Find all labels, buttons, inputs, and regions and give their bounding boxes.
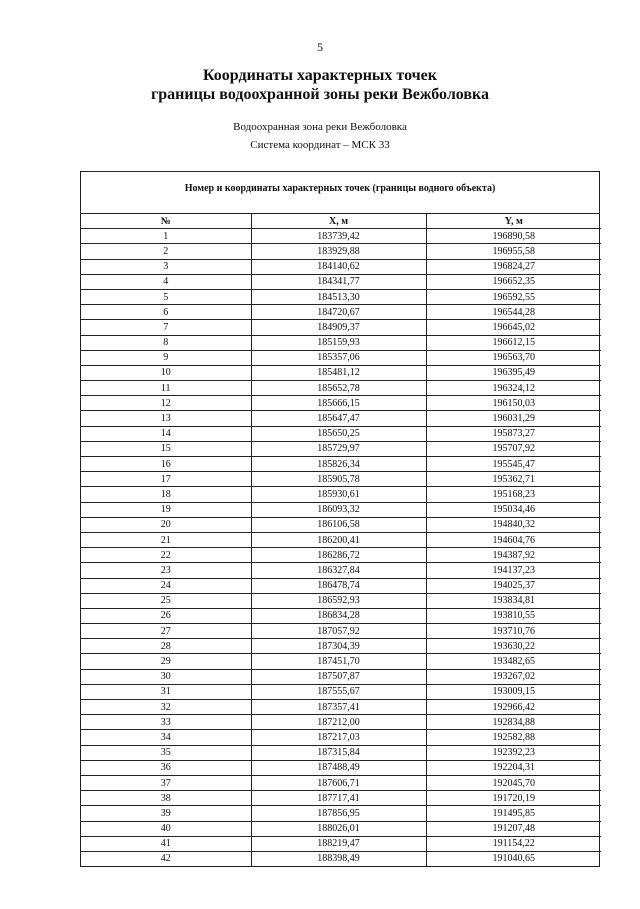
cell-number: 40 — [81, 821, 251, 836]
cell-y: 196563,70 — [426, 350, 601, 365]
cell-number: 39 — [81, 806, 251, 821]
table-row — [81, 365, 601, 380]
cell-y: 193009,15 — [426, 684, 601, 699]
cell-y: 192834,88 — [426, 715, 601, 730]
cell-y: 193834,81 — [426, 593, 601, 608]
cell-x: 187217,03 — [251, 730, 426, 745]
cell-number: 42 — [81, 851, 251, 866]
cell-x: 186834,28 — [251, 608, 426, 623]
cell-x: 186478,74 — [251, 578, 426, 593]
table-row — [81, 350, 601, 365]
table-row — [81, 821, 601, 836]
cell-number: 19 — [81, 502, 251, 517]
cell-x: 183739,42 — [251, 229, 426, 244]
cell-number: 32 — [81, 700, 251, 715]
table-row — [81, 274, 601, 289]
cell-x: 187212,00 — [251, 715, 426, 730]
table-row — [81, 806, 601, 821]
cell-y: 195707,92 — [426, 441, 601, 456]
cell-number: 2 — [81, 244, 251, 259]
cell-number: 8 — [81, 335, 251, 350]
cell-y: 196544,28 — [426, 305, 601, 320]
cell-y: 195362,71 — [426, 472, 601, 487]
cell-x: 184341,77 — [251, 274, 426, 289]
coordinates-table-container — [80, 171, 600, 867]
cell-number: 12 — [81, 396, 251, 411]
table-row — [81, 441, 601, 456]
cell-y: 194840,32 — [426, 517, 601, 532]
cell-y: 193710,76 — [426, 624, 601, 639]
table-row — [81, 578, 601, 593]
table-row — [81, 608, 601, 623]
table-row — [81, 775, 601, 790]
cell-number: 10 — [81, 365, 251, 380]
cell-number: 5 — [81, 289, 251, 304]
coordinates-table — [81, 214, 601, 866]
cell-y: 191720,19 — [426, 791, 601, 806]
cell-y: 194137,23 — [426, 563, 601, 578]
table-body — [81, 229, 601, 866]
cell-y: 196031,29 — [426, 411, 601, 426]
cell-number: 1 — [81, 229, 251, 244]
table-row — [81, 715, 601, 730]
cell-x: 186106,58 — [251, 517, 426, 532]
cell-y: 192966,42 — [426, 700, 601, 715]
cell-x: 186592,93 — [251, 593, 426, 608]
table-row — [81, 396, 601, 411]
cell-x: 187507,87 — [251, 669, 426, 684]
cell-y: 196150,03 — [426, 396, 601, 411]
cell-y: 196824,27 — [426, 259, 601, 274]
cell-number: 37 — [81, 775, 251, 790]
cell-y: 194604,76 — [426, 532, 601, 547]
document-title — [0, 66, 640, 104]
table-row — [81, 259, 601, 274]
cell-number: 7 — [81, 320, 251, 335]
cell-y: 193482,65 — [426, 654, 601, 669]
cell-y: 196890,58 — [426, 229, 601, 244]
cell-x: 187315,84 — [251, 745, 426, 760]
table-row — [81, 381, 601, 396]
cell-x: 184720,67 — [251, 305, 426, 320]
page-number: 5 — [317, 40, 323, 54]
cell-x: 186286,72 — [251, 548, 426, 563]
cell-y: 191040,65 — [426, 851, 601, 866]
cell-x: 185905,78 — [251, 472, 426, 487]
cell-number: 33 — [81, 715, 251, 730]
cell-x: 187057,92 — [251, 624, 426, 639]
cell-number: 14 — [81, 426, 251, 441]
cell-number: 25 — [81, 593, 251, 608]
cell-x: 184909,37 — [251, 320, 426, 335]
cell-y: 191154,22 — [426, 836, 601, 851]
cell-y: 196955,58 — [426, 244, 601, 259]
cell-x: 187717,41 — [251, 791, 426, 806]
cell-x: 185159,93 — [251, 335, 426, 350]
cell-y: 191207,48 — [426, 821, 601, 836]
cell-y: 194025,37 — [426, 578, 601, 593]
cell-x: 183929,88 — [251, 244, 426, 259]
cell-x: 187856,95 — [251, 806, 426, 821]
cell-number: 4 — [81, 274, 251, 289]
table-row — [81, 305, 601, 320]
title-line-1: Координаты характерных точек — [202, 67, 437, 84]
title-line-2: границы водоохранной зоны реки Вежболовка — [150, 86, 490, 103]
cell-y: 196324,12 — [426, 381, 601, 396]
cell-x: 187304,39 — [251, 639, 426, 654]
cell-number: 11 — [81, 381, 251, 396]
cell-y: 192392,23 — [426, 745, 601, 760]
cell-number: 20 — [81, 517, 251, 532]
cell-number: 27 — [81, 624, 251, 639]
table-row — [81, 532, 601, 547]
header-x: X, м — [251, 214, 426, 229]
header-y: Y, м — [426, 214, 601, 229]
table-row — [81, 745, 601, 760]
cell-number: 9 — [81, 350, 251, 365]
table-row — [81, 730, 601, 745]
table-row — [81, 320, 601, 335]
cell-x: 186200,41 — [251, 532, 426, 547]
table-row — [81, 760, 601, 775]
cell-x: 187451,70 — [251, 654, 426, 669]
table-row — [81, 426, 601, 441]
cell-x: 185357,06 — [251, 350, 426, 365]
cell-x: 185826,34 — [251, 457, 426, 472]
table-row — [81, 684, 601, 699]
cell-x: 184140,62 — [251, 259, 426, 274]
table-row — [81, 472, 601, 487]
cell-number: 22 — [81, 548, 251, 563]
table-row — [81, 669, 601, 684]
table-row — [81, 411, 601, 426]
table-row — [81, 487, 601, 502]
cell-x: 186093,32 — [251, 502, 426, 517]
table-row — [81, 624, 601, 639]
table-row — [81, 654, 601, 669]
table-row — [81, 593, 601, 608]
cell-x: 185481,12 — [251, 365, 426, 380]
cell-x: 185647,47 — [251, 411, 426, 426]
cell-x: 187357,41 — [251, 700, 426, 715]
cell-number: 36 — [81, 760, 251, 775]
table-row — [81, 836, 601, 851]
subtitle-coordinate-system: Система координат – МСК 33 — [250, 139, 390, 151]
cell-number: 28 — [81, 639, 251, 654]
cell-x: 188026,01 — [251, 821, 426, 836]
cell-y: 195034,46 — [426, 502, 601, 517]
cell-number: 35 — [81, 745, 251, 760]
cell-y: 195168,23 — [426, 487, 601, 502]
cell-y: 195873,27 — [426, 426, 601, 441]
cell-number: 29 — [81, 654, 251, 669]
cell-number: 26 — [81, 608, 251, 623]
table-row — [81, 502, 601, 517]
cell-number: 23 — [81, 563, 251, 578]
cell-number: 17 — [81, 472, 251, 487]
cell-y: 196592,55 — [426, 289, 601, 304]
cell-x: 186327,84 — [251, 563, 426, 578]
cell-y: 193810,55 — [426, 608, 601, 623]
table-row — [81, 335, 601, 350]
table-row — [81, 563, 601, 578]
cell-y: 196612,15 — [426, 335, 601, 350]
cell-number: 13 — [81, 411, 251, 426]
table-row — [81, 791, 601, 806]
cell-x: 184513,30 — [251, 289, 426, 304]
cell-number: 21 — [81, 532, 251, 547]
cell-x: 185666,15 — [251, 396, 426, 411]
cell-x: 188219,47 — [251, 836, 426, 851]
cell-number: 24 — [81, 578, 251, 593]
cell-number: 18 — [81, 487, 251, 502]
cell-x: 188398,49 — [251, 851, 426, 866]
cell-y: 196645,02 — [426, 320, 601, 335]
cell-x: 187555,67 — [251, 684, 426, 699]
cell-y: 192204,31 — [426, 760, 601, 775]
cell-y: 192582,88 — [426, 730, 601, 745]
table-header-row — [81, 214, 601, 229]
cell-y: 196395,49 — [426, 365, 601, 380]
table-row — [81, 548, 601, 563]
cell-number: 41 — [81, 836, 251, 851]
cell-y: 193267,02 — [426, 669, 601, 684]
cell-y: 192045,70 — [426, 775, 601, 790]
cell-number: 3 — [81, 259, 251, 274]
cell-number: 30 — [81, 669, 251, 684]
table-row — [81, 639, 601, 654]
table-row — [81, 289, 601, 304]
cell-x: 185652,78 — [251, 381, 426, 396]
cell-x: 187606,71 — [251, 775, 426, 790]
cell-number: 16 — [81, 457, 251, 472]
cell-number: 15 — [81, 441, 251, 456]
cell-x: 187488,49 — [251, 760, 426, 775]
cell-x: 185729,97 — [251, 441, 426, 456]
cell-x: 185930,61 — [251, 487, 426, 502]
cell-number: 6 — [81, 305, 251, 320]
table-row — [81, 700, 601, 715]
cell-y: 191495,85 — [426, 806, 601, 821]
cell-x: 185650,25 — [251, 426, 426, 441]
table-row — [81, 457, 601, 472]
cell-y: 193630,22 — [426, 639, 601, 654]
table-caption: Номер и координаты характерных точек (границы водного объекта) — [81, 172, 599, 214]
cell-y: 196652,35 — [426, 274, 601, 289]
cell-y: 194387,92 — [426, 548, 601, 563]
table-row — [81, 229, 601, 244]
cell-number: 31 — [81, 684, 251, 699]
table-row — [81, 517, 601, 532]
table-row — [81, 851, 601, 866]
subtitle-water-zone: Водоохранная зона реки Вежболовка — [233, 121, 407, 133]
cell-number: 34 — [81, 730, 251, 745]
cell-y: 195545,47 — [426, 457, 601, 472]
header-number: № — [81, 214, 251, 229]
table-row — [81, 244, 601, 259]
cell-number: 38 — [81, 791, 251, 806]
